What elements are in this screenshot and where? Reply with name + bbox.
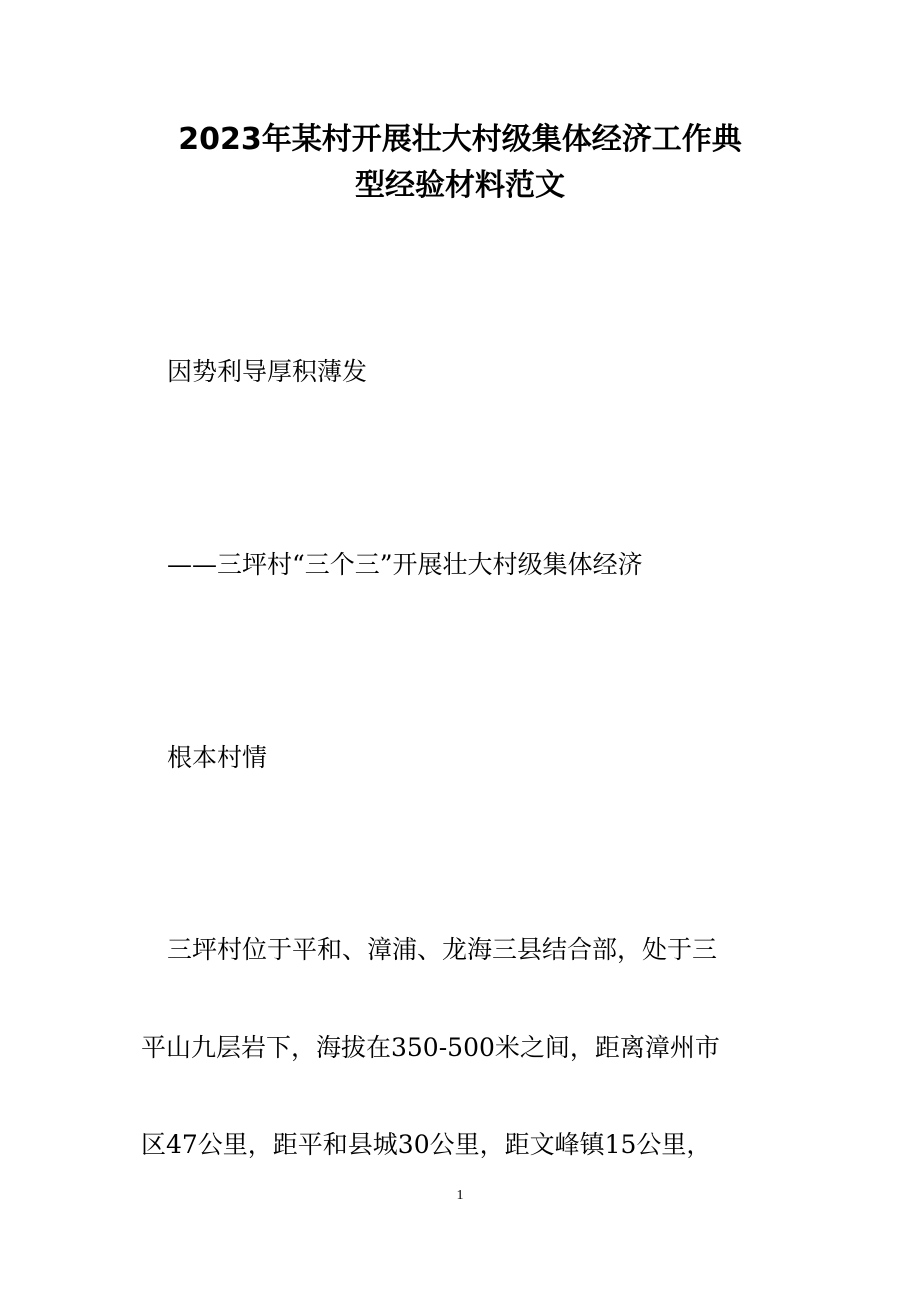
subtitle-dash-line: ——三坪村“三个三”开展壮大村级集体经济 — [167, 550, 643, 579]
body-line-2: 平山九层岩下，海拔在350-500米之间，距离漳州市 — [141, 1033, 720, 1062]
subtitle-heading: 因势利导厚积薄发 — [167, 357, 368, 386]
title-line-2: 型经验材料范文 — [355, 168, 565, 203]
page-number: 1 — [456, 1188, 464, 1203]
body-line-1: 三坪村位于平和、漳浦、龙海三县结合部，处于三 — [167, 935, 718, 964]
title-line-1: 2023年某村开展壮大村级集体经济工作典 — [178, 122, 742, 157]
body-line-3: 区47公里，距平和县城30公里，距文峰镇15公里， — [141, 1130, 712, 1159]
section-heading: 根本村情 — [167, 743, 268, 772]
document-title — [0, 117, 920, 209]
